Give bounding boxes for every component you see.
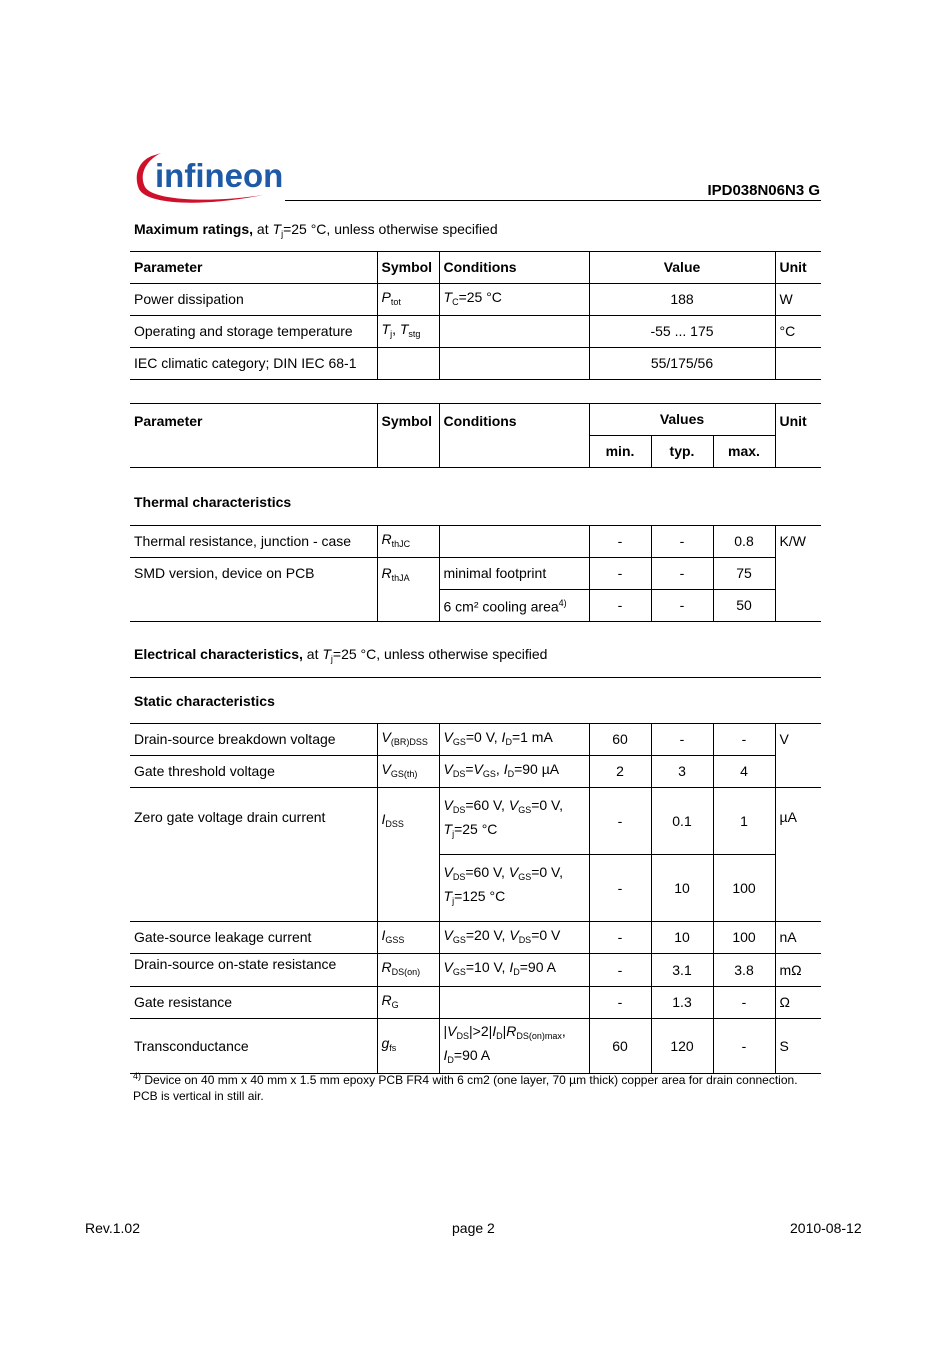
min-cell: - <box>589 855 651 922</box>
parameter-cell: Thermal resistance, junction - case <box>130 526 377 558</box>
symbol-cell: $g_{fs}$ <box>377 1019 439 1074</box>
max-cell: 75 <box>713 558 775 590</box>
symbol-cell: $P_{tot}$ <box>377 284 439 316</box>
symbol-cell: $R_{thJA}$ <box>377 558 439 622</box>
min-cell: - <box>589 526 651 558</box>
value-cell: 55/175/56 <box>589 348 775 380</box>
header-max: max. <box>713 436 775 468</box>
conditions-cell: $T_C=25$ °C <box>439 284 589 316</box>
unit-cell: V <box>775 724 821 788</box>
typ-cell: 1.3 <box>651 987 713 1019</box>
symbol-cell: $I_{DSS}$ <box>377 788 439 922</box>
typ-cell: - <box>651 590 713 622</box>
symbol-cell: $R_{DS(on)}$ <box>377 954 439 987</box>
conditions-cell <box>439 987 589 1019</box>
characteristics-header-table <box>130 403 821 468</box>
min-cell: - <box>589 987 651 1019</box>
infineon-logo <box>133 145 283 207</box>
parameter-cell: Transconductance <box>130 1019 377 1074</box>
table-row <box>130 526 821 558</box>
max-cell: 4 <box>713 756 775 788</box>
header-min: min. <box>589 436 651 468</box>
parameter-cell: Gate resistance <box>130 987 377 1019</box>
footer-revision: Rev.1.02 <box>85 1220 140 1236</box>
header-conditions: Conditions <box>439 404 589 468</box>
char-header-row <box>130 404 821 436</box>
parameter-cell: Drain-source breakdown voltage <box>130 724 377 756</box>
header-parameter: Parameter <box>130 252 377 284</box>
footer-date: 2010-08-12 <box>790 1220 862 1236</box>
svg-text:infineon: infineon <box>155 157 283 194</box>
parameter-cell: Gate-source leakage current <box>130 922 377 954</box>
unit-cell: mΩ <box>775 954 821 987</box>
symbol-cell: $V_{GS(th)}$ <box>377 756 439 788</box>
header-symbol: Symbol <box>377 252 439 284</box>
typ-cell: 120 <box>651 1019 713 1074</box>
unit-cell: S <box>775 1019 821 1074</box>
table-row <box>130 987 821 1019</box>
unit-cell: Ω <box>775 987 821 1019</box>
conditions-cell: $V_{DS}=60$ V, $V_{GS}=0$ V, $T_j=25$ °C <box>439 788 589 855</box>
max-ratings-caption: Maximum ratings, at $T_j=25$ °C, unless otherwise specified <box>134 221 498 239</box>
footnote: $^{4)}$ Device on 40 mm x 40 mm x 1.5 mm epoxy PCB FR4 with 6 cm2 (one layer, 70 µm thick) copper area for drain connection. PCB is vertical in still air. <box>133 1071 798 1103</box>
typ-cell: 3 <box>651 756 713 788</box>
table-row <box>130 348 821 380</box>
table-row <box>130 284 821 316</box>
min-cell: - <box>589 590 651 622</box>
unit-cell: °C <box>775 316 821 348</box>
conditions-cell: $V_{DS}=60$ V, $V_{GS}=0$ V, $T_j=125$ °C <box>439 855 589 922</box>
unit-cell: µA <box>775 788 821 922</box>
table-row <box>130 316 821 348</box>
thermal-table <box>130 525 821 622</box>
header-unit: Unit <box>775 404 821 468</box>
typ-cell: - <box>651 558 713 590</box>
parameter-cell: Operating and storage temperature <box>130 316 377 348</box>
value-cell: 188 <box>589 284 775 316</box>
max-cell: 1 <box>713 788 775 855</box>
max-ratings-table <box>130 251 821 380</box>
max-cell: 100 <box>713 855 775 922</box>
parameter-cell: SMD version, device on PCB <box>130 558 377 622</box>
conditions-cell <box>439 526 589 558</box>
conditions-cell <box>439 316 589 348</box>
electrical-caption: Electrical characteristics, at $T_j=25$ °C, unless otherwise specified <box>134 646 548 664</box>
unit-cell <box>775 348 821 380</box>
table-row <box>130 724 821 756</box>
header-values: Values <box>589 404 775 436</box>
min-cell: 2 <box>589 756 651 788</box>
min-cell: 60 <box>589 1019 651 1074</box>
max-cell: - <box>713 987 775 1019</box>
header-rule <box>285 200 821 201</box>
thermal-title: Thermal characteristics <box>134 494 292 510</box>
symbol-cell: $R_{thJC}$ <box>377 526 439 558</box>
symbol-cell: $T_j$, $T_{stg}$ <box>377 316 439 348</box>
conditions-cell: $V_{GS}=0$ V, $I_D=1$ mA <box>439 724 589 756</box>
symbol-cell: $I_{GSS}$ <box>377 922 439 954</box>
conditions-cell: $V_{GS}=20$ V, $V_{DS}=0$ V <box>439 922 589 954</box>
part-number: IPD038N06N3 G <box>707 182 820 199</box>
table-row <box>130 788 821 855</box>
static-title: Static characteristics <box>134 693 275 709</box>
typ-cell: 10 <box>651 855 713 922</box>
conditions-cell: $V_{DS}=V_{GS}$, $I_D=90$ µA <box>439 756 589 788</box>
value-cell: -55 ... 175 <box>589 316 775 348</box>
section-rule <box>130 677 821 678</box>
typ-cell: 0.1 <box>651 788 713 855</box>
symbol-cell: $V_{(BR)DSS}$ <box>377 724 439 756</box>
unit-cell: nA <box>775 922 821 954</box>
symbol-cell: $R_G$ <box>377 987 439 1019</box>
max-cell: 3.8 <box>713 954 775 987</box>
conditions-cell: minimal footprint <box>439 558 589 590</box>
header-value: Value <box>589 252 775 284</box>
conditions-cell: $V_{GS}=10$ V, $I_D=90$ A <box>439 954 589 987</box>
unit-cell: W <box>775 284 821 316</box>
parameter-cell: Drain-source on-state resistance <box>130 954 377 987</box>
min-cell: 60 <box>589 724 651 756</box>
conditions-cell: $|V_{DS}|>2|I_D|R_{DS(on)max}$, $I_D=90$ A <box>439 1019 589 1074</box>
table-row <box>130 558 821 590</box>
max-cell: - <box>713 724 775 756</box>
typ-cell: - <box>651 526 713 558</box>
max-cell: 100 <box>713 922 775 954</box>
footer-page: page 2 <box>452 1220 495 1236</box>
conditions-cell: 6 cm² cooling area$^{4)}$ <box>439 590 589 622</box>
parameter-cell: IEC climatic category; DIN IEC 68-1 <box>130 348 377 380</box>
typ-cell: 3.1 <box>651 954 713 987</box>
parameter-cell: Zero gate voltage drain current <box>130 788 377 922</box>
max-cell: 0.8 <box>713 526 775 558</box>
symbol-cell <box>377 348 439 380</box>
min-cell: - <box>589 558 651 590</box>
min-cell: - <box>589 954 651 987</box>
table-row <box>130 922 821 954</box>
parameter-cell: Gate threshold voltage <box>130 756 377 788</box>
electrical-table <box>130 723 821 1074</box>
typ-cell: - <box>651 724 713 756</box>
table-row <box>130 1019 821 1074</box>
header-typ: typ. <box>651 436 713 468</box>
header-parameter: Parameter <box>130 404 377 468</box>
min-cell: - <box>589 788 651 855</box>
header-conditions: Conditions <box>439 252 589 284</box>
header-unit: Unit <box>775 252 821 284</box>
unit-cell: K/W <box>775 526 821 622</box>
table-row <box>130 954 821 987</box>
max-cell: 50 <box>713 590 775 622</box>
min-cell: - <box>589 922 651 954</box>
max-cell: - <box>713 1019 775 1074</box>
max-ratings-header-row <box>130 252 821 284</box>
header-symbol: Symbol <box>377 404 439 468</box>
parameter-cell: Power dissipation <box>130 284 377 316</box>
conditions-cell <box>439 348 589 380</box>
table-row <box>130 756 821 788</box>
typ-cell: 10 <box>651 922 713 954</box>
